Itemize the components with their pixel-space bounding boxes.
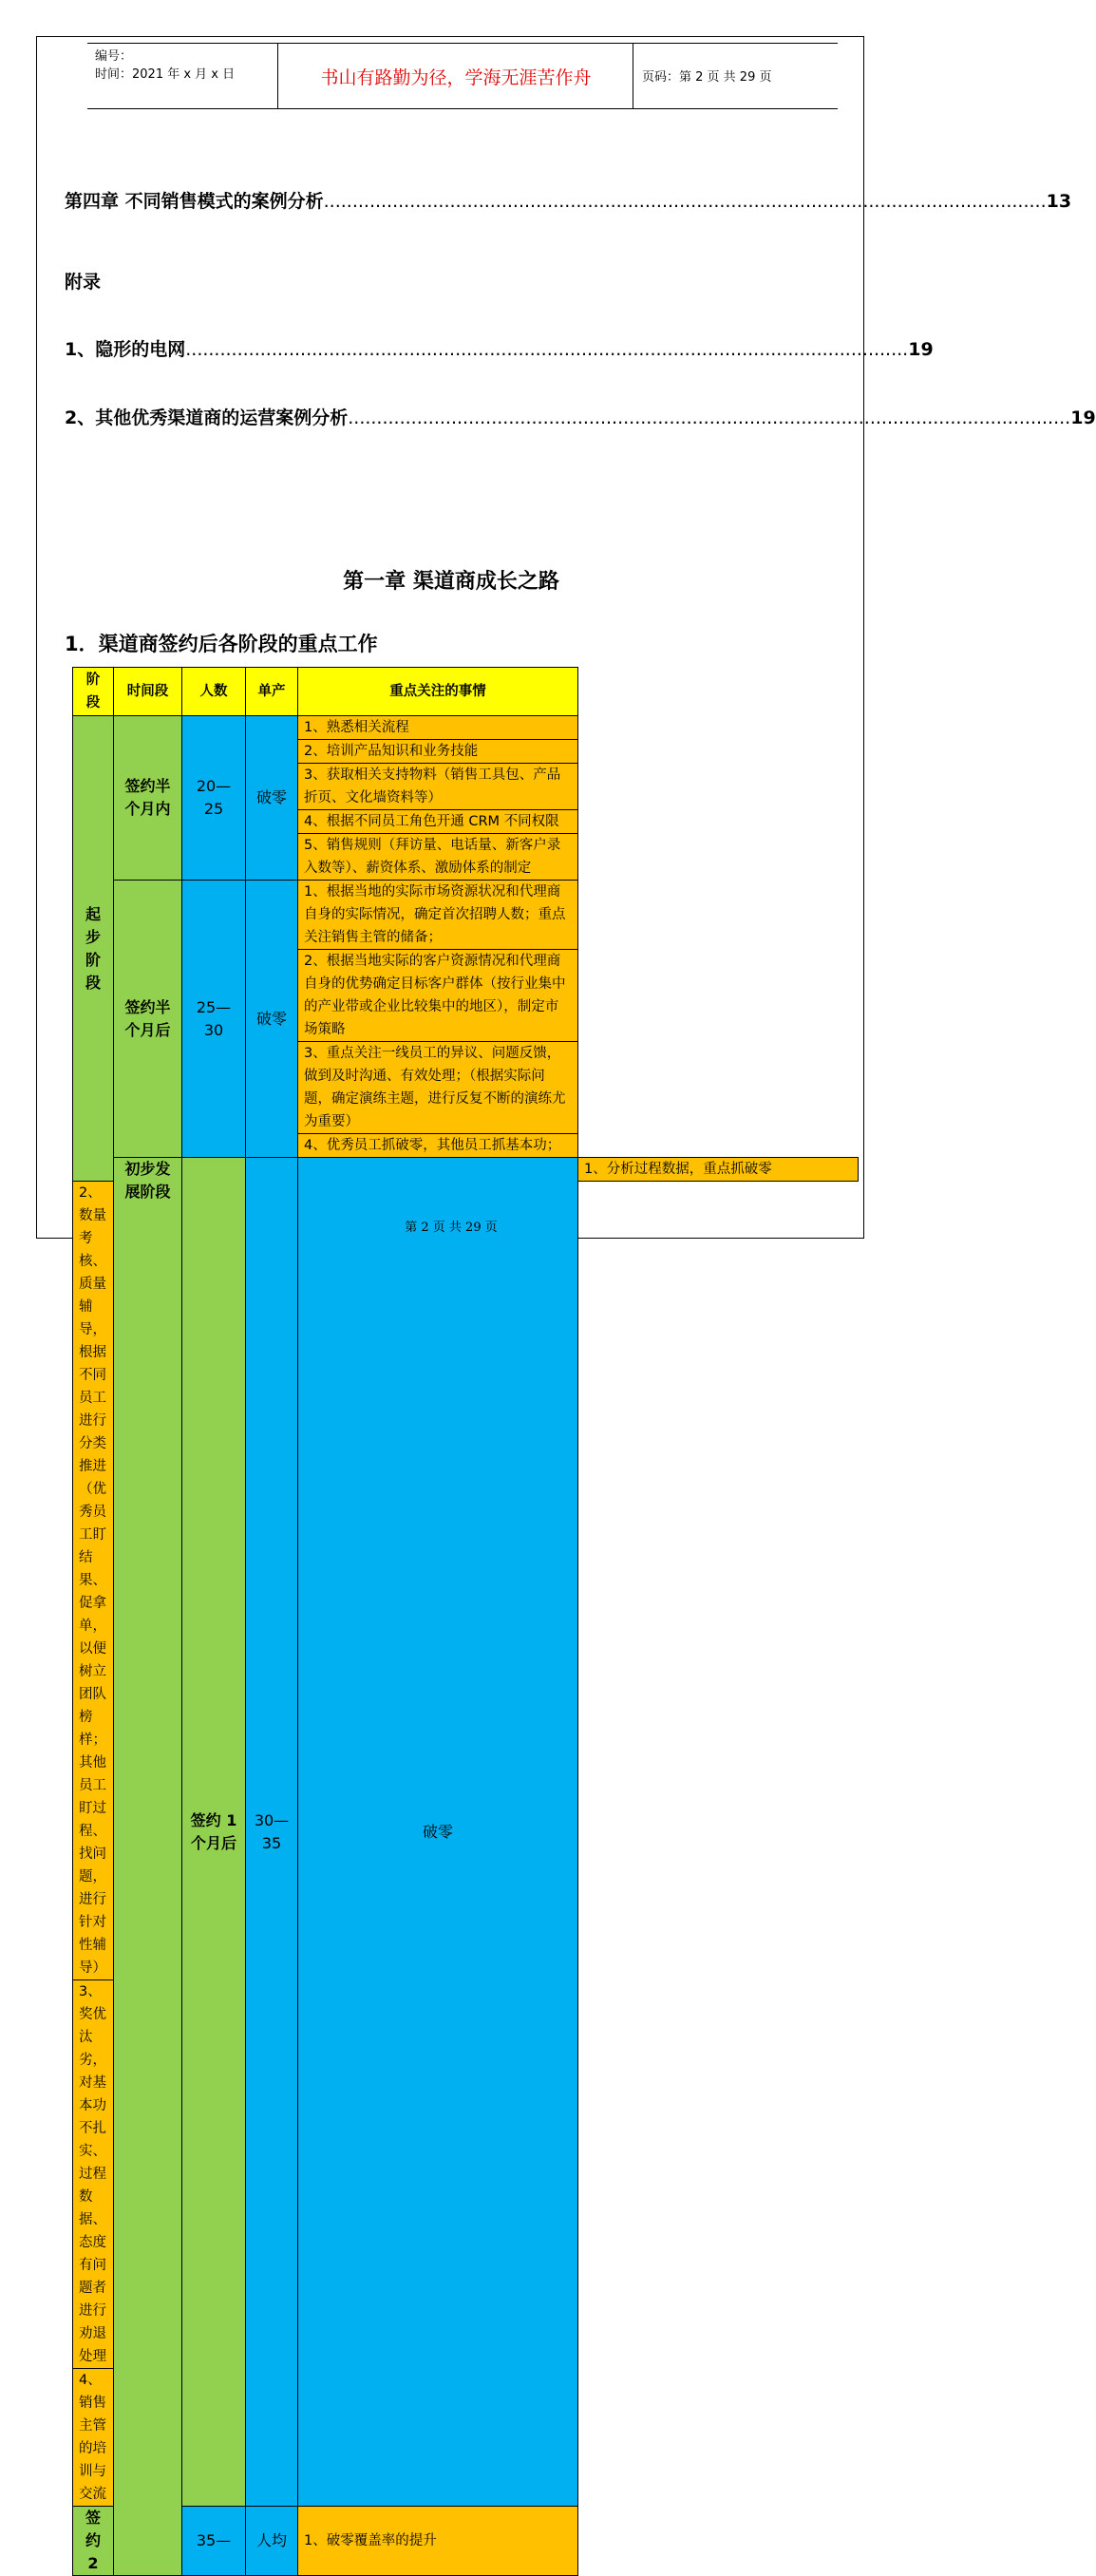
column-header: 重点关注的事情: [298, 668, 578, 716]
column-header: 人数: [182, 668, 246, 716]
toc-entry-title: 1、隐形的电网: [65, 339, 186, 360]
stage-cell: 初步发展阶段: [114, 1158, 182, 2576]
task-cell: 1、破零覆盖率的提升: [298, 2507, 578, 2576]
table-row: [73, 881, 859, 950]
task-cell: 5、销售规则（拜访量、电话量、新客户录入数等）、薪资体系、激励体系的制定: [298, 834, 578, 881]
headcount-cell: 20—25: [182, 716, 246, 881]
output-cell: 破零: [246, 716, 298, 881]
task-cell: 4、销售主管的培训与交流: [73, 2369, 114, 2507]
toc-leader-dots: ..............................................................................................................................: [348, 407, 1071, 428]
section-title: 1．渠道商签约后各阶段的重点工作: [65, 633, 378, 655]
task-cell: 1、分析过程数据，重点抓破零: [578, 1158, 859, 1182]
period-cell: 签约半个月内: [114, 716, 182, 881]
header-page-info: 页码：第 2 页 共 29 页: [642, 70, 772, 85]
task-cell: 3、重点关注一线员工的异议、问题反馈，做到及时沟通、有效处理；（根据实际问题，确定演练主题，进行反复不断的演练尤为重要）: [298, 1042, 578, 1134]
header-meta: [95, 47, 235, 84]
toc-entry[interactable]: [65, 404, 1096, 429]
task-cell: 4、根据不同员工角色开通 CRM 不同权限: [298, 810, 578, 834]
task-cell: 1、熟悉相关流程: [298, 716, 578, 740]
period-cell: 签约半个月后: [114, 881, 182, 1158]
task-cell: 3、奖优汰劣，对基本功不扎实、过程数据、态度有问题者进行劝退处理: [73, 1980, 114, 2369]
task-cell: 4、优秀员工抓破零，其他员工抓基本功；: [298, 1134, 578, 1158]
headcount-cell: 30—35: [246, 1158, 298, 2507]
table-header-row: [73, 668, 859, 716]
output-cell: 破零: [298, 1158, 578, 2507]
toc-entry-page: 19: [1070, 407, 1096, 428]
toc-entry-title: 第四章 不同销售模式的案例分析: [65, 191, 324, 212]
column-header: 阶段: [73, 668, 114, 716]
task-cell: 3、获取相关支持物料（销售工具包、产品折页、文化墙资料等）: [298, 764, 578, 810]
table-row: [73, 2507, 859, 2576]
appendix-heading: 附录: [65, 272, 102, 293]
headcount-cell: 35—: [182, 2507, 246, 2576]
toc-entry-title: 2、其他优秀渠道商的运营案例分析: [65, 407, 349, 428]
task-cell: 2、培训产品知识和业务技能: [298, 740, 578, 764]
output-cell: 人均: [246, 2507, 298, 2576]
toc-leader-dots: ..............................................................................................................................: [323, 191, 1047, 212]
page-header: [87, 43, 838, 109]
period-cell: 签约 1 个月后: [182, 1158, 246, 2507]
column-header: 单产: [246, 668, 298, 716]
column-header: 时间段: [114, 668, 182, 716]
toc-entry[interactable]: [65, 187, 1072, 213]
toc-entry[interactable]: [65, 335, 934, 361]
stage-work-table: [72, 667, 859, 2576]
toc-entry-page: 13: [1046, 191, 1072, 212]
toc-entry-page: 19: [908, 339, 934, 360]
stage-cell: 起步阶段: [73, 716, 114, 1182]
header-motto: 书山有路勤为径，学海无涯苦作舟: [320, 66, 592, 88]
output-cell: 破零: [246, 881, 298, 1158]
table-row: [73, 1158, 859, 1182]
document-number: 编号：: [95, 49, 133, 64]
period-cell: 签约 2: [73, 2507, 114, 2576]
chapter-title: 第一章 渠道商成长之路: [343, 570, 559, 594]
task-cell: 1、根据当地的实际市场资源状况和代理商自身的实际情况，确定首次招聘人数；重点关注销售主管的储备；: [298, 881, 578, 950]
document-date: 时间：2021 年 x 月 x 日: [95, 67, 236, 82]
table-row: [73, 716, 859, 740]
toc-leader-dots: ..............................................................................................................................: [185, 339, 909, 360]
task-cell: 2、数量考核、质量辅导，根据不同员工进行分类推进（优秀员工盯结果、促拿单，以便树立团队榜样；其他员工盯过程、找问题，进行针对性辅导）: [73, 1182, 114, 1980]
header-divider: [277, 44, 278, 108]
task-cell: 2、根据当地实际的客户资源情况和代理商自身的优势确定目标客户群体（按行业集中的产业带或企业比较集中的地区），制定市场策略: [298, 950, 578, 1042]
page-footer: 第 2 页 共 29 页: [405, 1221, 498, 1235]
headcount-cell: 25—30: [182, 881, 246, 1158]
